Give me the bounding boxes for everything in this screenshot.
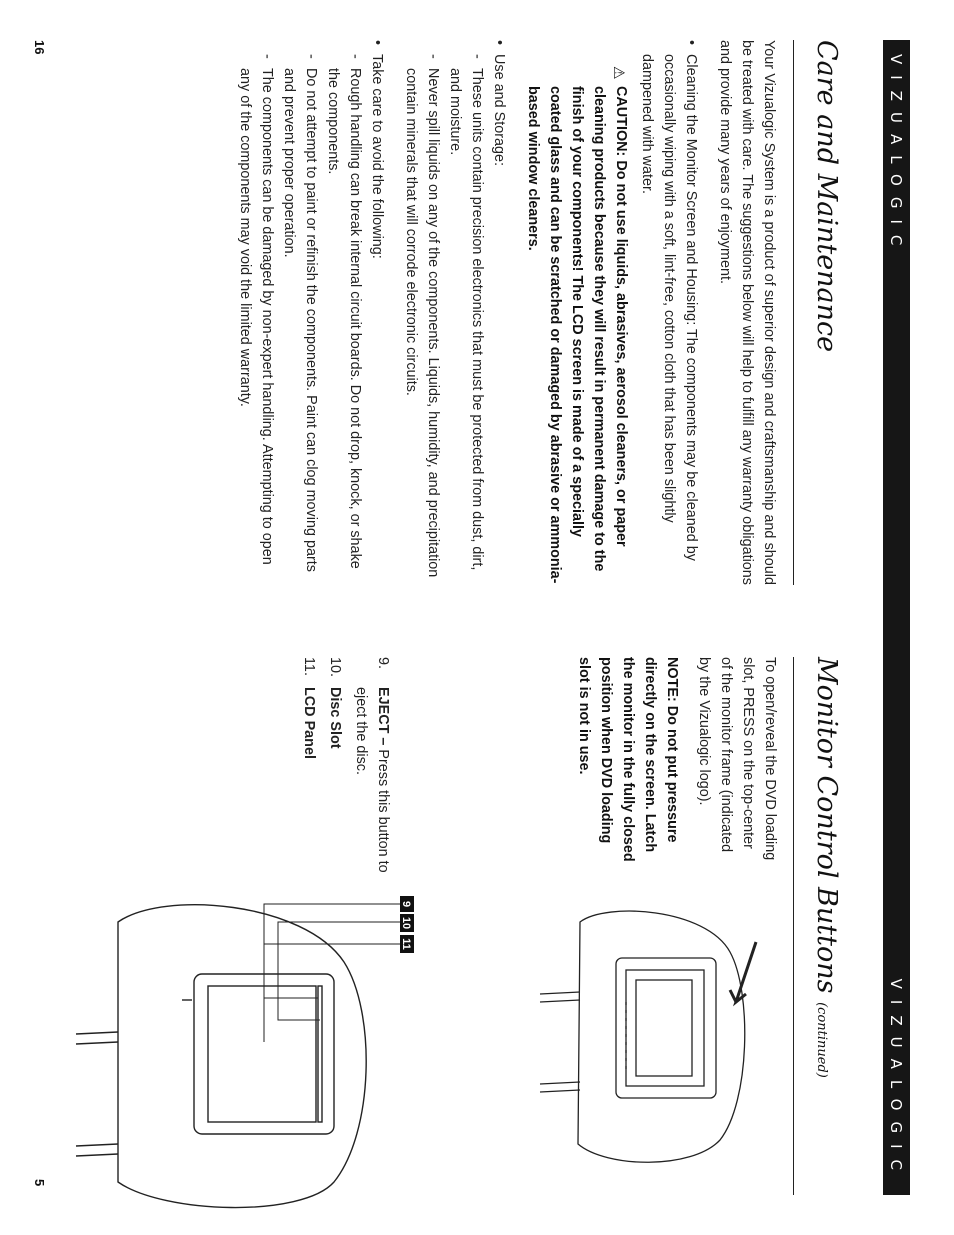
monitor-frame — [616, 958, 716, 1098]
control-item-eject — [350, 657, 394, 877]
list-item — [522, 40, 702, 585]
avoid-list — [234, 54, 366, 585]
callout-label-11: 11 — [400, 938, 412, 950]
open-instructions — [563, 657, 781, 862]
control-number: 11. — [301, 657, 317, 676]
callout-label-9: 9 — [400, 900, 412, 908]
use-storage-heading: Use and Storage: — [491, 54, 507, 166]
control-number: 10. — [327, 657, 343, 678]
post-right-inner — [76, 1154, 118, 1156]
title-rule — [793, 40, 794, 585]
controls-list — [294, 657, 394, 877]
post-right-inner — [540, 1090, 580, 1092]
cleaning-text: Cleaning the Monitor Screen and Housing: The components may be cleaned by occasionally wiping with a soft, lint-free, cotton cloth that has been slightly dampened with water. — [639, 54, 699, 561]
callout-line-10 — [278, 922, 404, 1020]
list-item: - These units contain precision electronics that must be protected from dust, dirt, and moisture. — [444, 54, 488, 585]
headrest-outline — [578, 911, 745, 1162]
avoid-heading: Take care to avoid the following: — [369, 54, 385, 259]
page-title — [811, 657, 842, 1078]
caution-text: CAUTION: Do not use liquids, abrasives, aerosol cleaners, or paper cleaning products because they will result in permanent damage to the finish of your components! The LCD screen is made of a specially coated glass and can be scratched or damaged by abrasive or ammonia-based window cleaners. — [525, 86, 629, 584]
control-desc: Press this button to eject the disc. — [353, 687, 391, 873]
lcd-panel — [208, 986, 316, 1122]
brand-logo: VIZUALOGIC — [887, 978, 906, 1181]
post-right — [540, 1082, 580, 1084]
use-storage-list — [400, 54, 488, 585]
intro-paragraph: Your Vizualogic System is a product of superior design and craftsmanship and should be treated with care. The suggestions below will help to fulfill any warranty obligations and provide many years of enjoyment. — [717, 40, 777, 585]
post-left-inner — [540, 1000, 580, 1002]
post-left — [76, 1032, 118, 1034]
list-item: - Rough handling can break internal circuit boards. Do not drop, knock, or shake the components. — [322, 54, 366, 585]
press-arrow-icon — [730, 942, 756, 1002]
control-item-disc-slot — [324, 657, 346, 877]
post-right — [76, 1144, 118, 1146]
headrest-open-diagram — [536, 882, 776, 1182]
care-content — [222, 40, 780, 585]
brand-logo: VIZUALOGIC — [887, 54, 906, 257]
list-item: - The components can be damaged by non-expert handling. Attempting to open any of the components may void the limited warranty. — [234, 54, 278, 585]
title-text: Monitor Control Buttons — [811, 657, 842, 994]
list-item — [234, 40, 388, 585]
callout-label-10: 10 — [400, 916, 412, 930]
control-number: 9. — [375, 657, 391, 670]
brand-bar — [883, 40, 910, 617]
title-suffix: (continued) — [814, 1002, 829, 1078]
monitor-inner — [636, 980, 692, 1076]
post-left — [540, 992, 580, 994]
left-page — [0, 0, 954, 617]
control-name: LCD Panel — [301, 687, 317, 759]
headrest-controls-diagram — [74, 882, 414, 1222]
control-name: EJECT – — [375, 687, 391, 746]
title-rule — [793, 657, 794, 1195]
warning-icon: ⚠ — [610, 66, 627, 80]
disc-slot — [318, 986, 322, 1122]
list-item: - Do not attempt to paint or refinish the components. Paint can clog moving parts and prevent proper operation. — [278, 54, 322, 585]
list-item — [400, 40, 510, 585]
list-item: - Never spill liquids on any of the components. Liquids, humidity, and precipitation contain minerals that will corrode electronic circuits. — [400, 54, 444, 585]
page-number: 16 — [32, 40, 47, 55]
page-title: Care and Maintenance — [811, 40, 842, 353]
control-name: Disc Slot — [327, 687, 343, 749]
page-number: 5 — [32, 1179, 47, 1187]
post-left-inner — [76, 1042, 118, 1044]
caution-block — [522, 54, 632, 585]
open-paragraph: To open/reveal the DVD loading slot, PRESS on the top-center of the monitor frame (indicated by the Vizualogic logo). — [696, 657, 778, 861]
brand-bar — [883, 617, 910, 1195]
right-page — [0, 617, 954, 1235]
headrest-outline — [118, 905, 366, 1208]
control-item-lcd-panel — [298, 657, 320, 877]
note-paragraph: NOTE: Do not put pressure directly on the screen. Latch the monitor in the fully closed position when DVD loading slot is not in use. — [576, 657, 680, 862]
care-list — [234, 40, 702, 585]
